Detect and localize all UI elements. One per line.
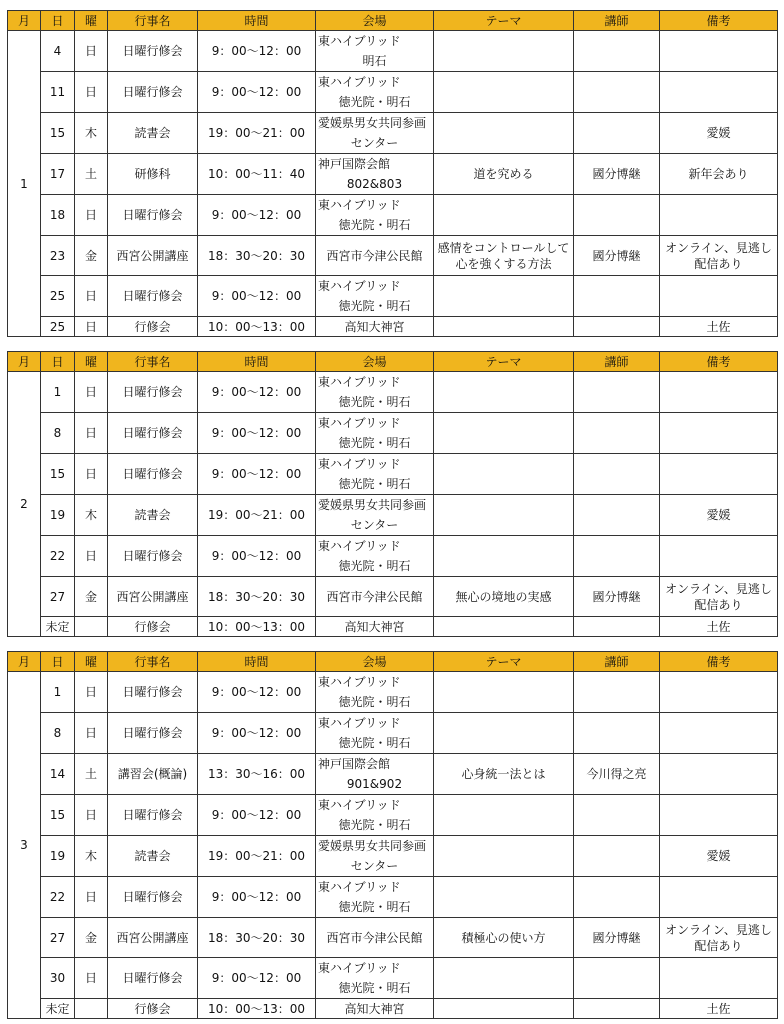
lecturer-cell: [574, 536, 660, 577]
venue-line-2: 徳光院・明石: [338, 981, 411, 995]
time-cell: 10：00～13：00: [198, 317, 316, 337]
lecturer-cell: 今川得之亮: [574, 754, 660, 795]
lecturer-cell: [574, 672, 660, 713]
notes-cell: オンライン、見逃し配信あり: [660, 577, 778, 617]
venue-cell: [316, 795, 434, 836]
theme-cell: [434, 31, 574, 72]
notes-cell: [660, 536, 778, 577]
venue-line-2: センター: [350, 859, 399, 873]
venue-line-2: 徳光院・明石: [338, 695, 411, 709]
notes-cell: オンライン、見逃し配信あり: [660, 236, 778, 276]
theme-cell: [434, 113, 574, 154]
lecturer-cell: [574, 999, 660, 1019]
venue-line-1: 東ハイブリッド: [318, 539, 401, 553]
day-cell: 4: [41, 31, 75, 72]
event-cell: 日曜行修会: [108, 31, 198, 72]
weekday-cell: [75, 617, 108, 637]
venue-cell: [316, 617, 434, 637]
header-notes: 備考: [660, 352, 778, 372]
header-notes: 備考: [660, 11, 778, 31]
notes-cell: [660, 195, 778, 236]
header-event: 行事名: [108, 11, 198, 31]
venue-line-2: 徳光院・明石: [338, 436, 411, 450]
event-cell: 講習会(概論): [108, 754, 198, 795]
notes-cell: [660, 276, 778, 317]
weekday-cell: 金: [75, 236, 108, 276]
header-month: 月: [8, 11, 41, 31]
venue-line-2: 徳光院・明石: [338, 218, 411, 232]
venue-line-1: 東ハイブリッド: [318, 961, 401, 975]
weekday-cell: 土: [75, 154, 108, 195]
lecturer-cell: [574, 276, 660, 317]
header-lecturer: 講師: [574, 652, 660, 672]
theme-cell: [434, 317, 574, 337]
venue-line-2: 徳光院・明石: [338, 900, 411, 914]
notes-cell: [660, 672, 778, 713]
lecturer-cell: [574, 72, 660, 113]
theme-cell: [434, 958, 574, 999]
event-cell: 西宮公開講座: [108, 918, 198, 958]
venue-line-2: 西宮市今津公民館: [326, 248, 423, 263]
lecturer-cell: [574, 617, 660, 637]
table-row: [8, 31, 778, 72]
venue-cell: [316, 999, 434, 1019]
venue-cell: [316, 454, 434, 495]
venue-line-2: 高知大神宮: [344, 619, 405, 634]
theme-cell: 積極心の使い方: [434, 918, 574, 958]
theme-cell: 道を究める: [434, 154, 574, 195]
header-row: [8, 652, 778, 672]
notes-cell: 愛媛: [660, 836, 778, 877]
notes-cell: [660, 958, 778, 999]
time-cell: 19：00～21：00: [198, 113, 316, 154]
venue-line-1: 神戸国際会館: [318, 157, 391, 171]
day-cell: 未定: [41, 999, 75, 1019]
month-cell: 2: [8, 372, 41, 637]
notes-cell: 愛媛: [660, 113, 778, 154]
venue-line-2: 徳光院・明石: [338, 818, 411, 832]
event-cell: 日曜行修会: [108, 536, 198, 577]
event-cell: 西宮公開講座: [108, 577, 198, 617]
weekday-cell: 日: [75, 536, 108, 577]
venue-cell: [316, 154, 434, 195]
header-month: 月: [8, 652, 41, 672]
lecturer-cell: [574, 195, 660, 236]
header-theme: テーマ: [434, 652, 574, 672]
notes-cell: [660, 413, 778, 454]
venue-cell: [316, 372, 434, 413]
event-cell: 日曜行修会: [108, 372, 198, 413]
venue-cell: [316, 918, 434, 958]
time-cell: 9：00～12：00: [198, 195, 316, 236]
header-notes: 備考: [660, 652, 778, 672]
day-cell: 1: [41, 672, 75, 713]
header-day: 日: [41, 352, 75, 372]
venue-line-1: 愛媛県男女共同参画: [318, 116, 427, 130]
theme-cell: 感情をコントロールして心を強くする方法: [434, 236, 574, 276]
table-row: [8, 195, 778, 236]
theme-cell: [434, 713, 574, 754]
table-row: [8, 713, 778, 754]
day-cell: 18: [41, 195, 75, 236]
venue-line-2: 徳光院・明石: [338, 559, 411, 573]
venue-cell: [316, 877, 434, 918]
venue-line-1: 東ハイブリッド: [318, 675, 401, 689]
table-row: [8, 672, 778, 713]
day-cell: 未定: [41, 617, 75, 637]
lecturer-cell: [574, 713, 660, 754]
theme-cell: 無心の境地の実感: [434, 577, 574, 617]
weekday-cell: 金: [75, 577, 108, 617]
venue-line-2: 802&803: [346, 177, 403, 191]
theme-cell: [434, 536, 574, 577]
weekday-cell: 土: [75, 754, 108, 795]
weekday-cell: 木: [75, 113, 108, 154]
header-row: [8, 352, 778, 372]
venue-cell: [316, 413, 434, 454]
table-row: [8, 236, 778, 276]
venue-line-2: 高知大神宮: [344, 1001, 405, 1016]
lecturer-cell: 國分博継: [574, 236, 660, 276]
notes-cell: [660, 372, 778, 413]
table-row: [8, 617, 778, 637]
lecturer-cell: [574, 372, 660, 413]
day-cell: 19: [41, 495, 75, 536]
venue-line-2: 徳光院・明石: [338, 477, 411, 491]
venue-line-2: 徳光院・明石: [338, 95, 411, 109]
venue-cell: [316, 276, 434, 317]
event-cell: 日曜行修会: [108, 276, 198, 317]
day-cell: 8: [41, 413, 75, 454]
notes-cell: [660, 454, 778, 495]
lecturer-cell: [574, 113, 660, 154]
notes-cell: [660, 31, 778, 72]
weekday-cell: 日: [75, 795, 108, 836]
notes-cell: [660, 754, 778, 795]
event-cell: 日曜行修会: [108, 795, 198, 836]
venue-line-2: 徳光院・明石: [338, 736, 411, 750]
theme-cell: [434, 877, 574, 918]
day-cell: 15: [41, 454, 75, 495]
notes-cell: 土佐: [660, 317, 778, 337]
day-cell: 19: [41, 836, 75, 877]
venue-cell: [316, 113, 434, 154]
theme-cell: [434, 999, 574, 1019]
time-cell: 9：00～12：00: [198, 536, 316, 577]
time-cell: 9：00～12：00: [198, 958, 316, 999]
event-cell: 日曜行修会: [108, 195, 198, 236]
header-day: 日: [41, 11, 75, 31]
time-cell: 18：30～20：30: [198, 577, 316, 617]
venue-line-2: 徳光院・明石: [338, 299, 411, 313]
table-row: [8, 958, 778, 999]
venue-cell: [316, 31, 434, 72]
header-time: 時間: [198, 11, 316, 31]
month-schedule-table: [7, 10, 778, 337]
notes-cell: オンライン、見逃し配信あり: [660, 918, 778, 958]
weekday-cell: 日: [75, 454, 108, 495]
day-cell: 22: [41, 877, 75, 918]
venue-cell: [316, 713, 434, 754]
header-lecturer: 講師: [574, 352, 660, 372]
weekday-cell: 日: [75, 877, 108, 918]
venue-line-2: 901&902: [346, 777, 403, 791]
venue-cell: [316, 958, 434, 999]
time-cell: 9：00～12：00: [198, 672, 316, 713]
month-schedule-table: [7, 651, 778, 1019]
table-row: [8, 877, 778, 918]
venue-line-1: 東ハイブリッド: [318, 279, 401, 293]
time-cell: 10：00～11：40: [198, 154, 316, 195]
venue-line-1: 愛媛県男女共同参画: [318, 839, 427, 853]
event-cell: 日曜行修会: [108, 454, 198, 495]
venue-line-1: 東ハイブリッド: [318, 34, 401, 48]
header-event: 行事名: [108, 652, 198, 672]
lecturer-cell: [574, 877, 660, 918]
notes-cell: 愛媛: [660, 495, 778, 536]
weekday-cell: 日: [75, 195, 108, 236]
day-cell: 30: [41, 958, 75, 999]
table-row: [8, 317, 778, 337]
weekday-cell: 日: [75, 276, 108, 317]
lecturer-cell: [574, 958, 660, 999]
venue-line-1: 東ハイブリッド: [318, 457, 401, 471]
theme-cell: 心身統一法とは: [434, 754, 574, 795]
day-cell: 27: [41, 577, 75, 617]
time-cell: 10：00～13：00: [198, 999, 316, 1019]
lecturer-cell: [574, 495, 660, 536]
event-cell: 読書会: [108, 836, 198, 877]
lecturer-cell: 國分博継: [574, 577, 660, 617]
day-cell: 1: [41, 372, 75, 413]
venue-cell: [316, 317, 434, 337]
event-cell: 日曜行修会: [108, 713, 198, 754]
weekday-cell: 木: [75, 495, 108, 536]
notes-cell: [660, 72, 778, 113]
weekday-cell: 日: [75, 413, 108, 454]
table-row: [8, 918, 778, 958]
weekday-cell: 日: [75, 317, 108, 337]
time-cell: 9：00～12：00: [198, 713, 316, 754]
table-row: [8, 754, 778, 795]
venue-line-2: センター: [350, 518, 399, 532]
event-cell: 日曜行修会: [108, 877, 198, 918]
notes-cell: 新年会あり: [660, 154, 778, 195]
time-cell: 10：00～13：00: [198, 617, 316, 637]
time-cell: 18：30～20：30: [198, 236, 316, 276]
time-cell: 9：00～12：00: [198, 877, 316, 918]
time-cell: 9：00～12：00: [198, 454, 316, 495]
table-row: [8, 836, 778, 877]
day-cell: 17: [41, 154, 75, 195]
day-cell: 27: [41, 918, 75, 958]
month-schedule-table: [7, 351, 778, 637]
venue-line-1: 東ハイブリッド: [318, 798, 401, 812]
time-cell: 9：00～12：00: [198, 413, 316, 454]
lecturer-cell: [574, 413, 660, 454]
table-row: [8, 795, 778, 836]
table-row: [8, 113, 778, 154]
table-row: [8, 454, 778, 495]
header-time: 時間: [198, 652, 316, 672]
theme-cell: [434, 672, 574, 713]
day-cell: 15: [41, 795, 75, 836]
header-month: 月: [8, 352, 41, 372]
event-cell: 行修会: [108, 317, 198, 337]
notes-cell: [660, 795, 778, 836]
day-cell: 15: [41, 113, 75, 154]
day-cell: 25: [41, 317, 75, 337]
venue-line-1: 神戸国際会館: [318, 757, 391, 771]
time-cell: 9：00～12：00: [198, 795, 316, 836]
table-row: [8, 999, 778, 1019]
event-cell: 読書会: [108, 495, 198, 536]
header-venue: 会場: [316, 11, 434, 31]
venue-line-1: 東ハイブリッド: [318, 716, 401, 730]
header-weekday: 曜: [75, 11, 108, 31]
time-cell: 9：00～12：00: [198, 72, 316, 113]
weekday-cell: 日: [75, 713, 108, 754]
table-row: [8, 276, 778, 317]
day-cell: 11: [41, 72, 75, 113]
venue-cell: [316, 536, 434, 577]
event-cell: 日曜行修会: [108, 672, 198, 713]
theme-cell: [434, 454, 574, 495]
venue-cell: [316, 236, 434, 276]
header-theme: テーマ: [434, 11, 574, 31]
header-lecturer: 講師: [574, 11, 660, 31]
theme-cell: [434, 495, 574, 536]
venue-line-2: 西宮市今津公民館: [326, 930, 423, 945]
table-row: [8, 536, 778, 577]
lecturer-cell: [574, 836, 660, 877]
weekday-cell: 木: [75, 836, 108, 877]
theme-cell: [434, 795, 574, 836]
table-row: [8, 577, 778, 617]
weekday-cell: 日: [75, 372, 108, 413]
day-cell: 8: [41, 713, 75, 754]
day-cell: 22: [41, 536, 75, 577]
weekday-cell: 日: [75, 31, 108, 72]
event-cell: 日曜行修会: [108, 72, 198, 113]
venue-cell: [316, 672, 434, 713]
lecturer-cell: 國分博継: [574, 154, 660, 195]
lecturer-cell: [574, 454, 660, 495]
event-cell: 行修会: [108, 999, 198, 1019]
header-day: 日: [41, 652, 75, 672]
event-cell: 日曜行修会: [108, 958, 198, 999]
notes-cell: [660, 713, 778, 754]
event-cell: 西宮公開講座: [108, 236, 198, 276]
header-venue: 会場: [316, 352, 434, 372]
venue-line-1: 愛媛県男女共同参画: [318, 498, 427, 512]
header-time: 時間: [198, 352, 316, 372]
theme-cell: [434, 72, 574, 113]
header-theme: テーマ: [434, 352, 574, 372]
time-cell: 19：00～21：00: [198, 836, 316, 877]
table-row: [8, 72, 778, 113]
weekday-cell: 金: [75, 918, 108, 958]
venue-cell: [316, 72, 434, 113]
table-row: [8, 413, 778, 454]
day-cell: 14: [41, 754, 75, 795]
day-cell: 23: [41, 236, 75, 276]
venue-line-2: 高知大神宮: [344, 319, 405, 334]
header-weekday: 曜: [75, 352, 108, 372]
header-weekday: 曜: [75, 652, 108, 672]
time-cell: 18：30～20：30: [198, 918, 316, 958]
day-cell: 25: [41, 276, 75, 317]
header-row: [8, 11, 778, 31]
theme-cell: [434, 617, 574, 637]
lecturer-cell: [574, 31, 660, 72]
venue-cell: [316, 577, 434, 617]
theme-cell: [434, 413, 574, 454]
theme-cell: [434, 195, 574, 236]
venue-line-2: 徳光院・明石: [338, 395, 411, 409]
theme-cell: [434, 836, 574, 877]
table-row: [8, 154, 778, 195]
venue-line-1: 東ハイブリッド: [318, 375, 401, 389]
time-cell: 13：30～16：00: [198, 754, 316, 795]
month-cell: 1: [8, 31, 41, 337]
venue-cell: [316, 195, 434, 236]
venue-line-2: 西宮市今津公民館: [326, 589, 423, 604]
notes-cell: 土佐: [660, 999, 778, 1019]
venue-line-1: 東ハイブリッド: [318, 880, 401, 894]
table-row: [8, 495, 778, 536]
weekday-cell: [75, 999, 108, 1019]
time-cell: 9：00～12：00: [198, 276, 316, 317]
event-cell: 読書会: [108, 113, 198, 154]
event-cell: 研修科: [108, 154, 198, 195]
month-cell: 3: [8, 672, 41, 1019]
venue-line-1: 東ハイブリッド: [318, 416, 401, 430]
table-row: [8, 372, 778, 413]
header-venue: 会場: [316, 652, 434, 672]
venue-cell: [316, 754, 434, 795]
lecturer-cell: [574, 317, 660, 337]
venue-line-1: 東ハイブリッド: [318, 198, 401, 212]
time-cell: 19：00～21：00: [198, 495, 316, 536]
header-event: 行事名: [108, 352, 198, 372]
time-cell: 9：00～12：00: [198, 31, 316, 72]
event-cell: 日曜行修会: [108, 413, 198, 454]
weekday-cell: 日: [75, 672, 108, 713]
event-cell: 行修会: [108, 617, 198, 637]
venue-line-2: センター: [350, 136, 399, 150]
time-cell: 9：00～12：00: [198, 372, 316, 413]
notes-cell: [660, 877, 778, 918]
venue-cell: [316, 495, 434, 536]
lecturer-cell: [574, 795, 660, 836]
theme-cell: [434, 372, 574, 413]
notes-cell: 土佐: [660, 617, 778, 637]
lecturer-cell: 國分博継: [574, 918, 660, 958]
venue-line-1: 東ハイブリッド: [318, 75, 401, 89]
theme-cell: [434, 276, 574, 317]
weekday-cell: 日: [75, 958, 108, 999]
venue-cell: [316, 836, 434, 877]
venue-line-2: 明石: [362, 54, 387, 68]
weekday-cell: 日: [75, 72, 108, 113]
